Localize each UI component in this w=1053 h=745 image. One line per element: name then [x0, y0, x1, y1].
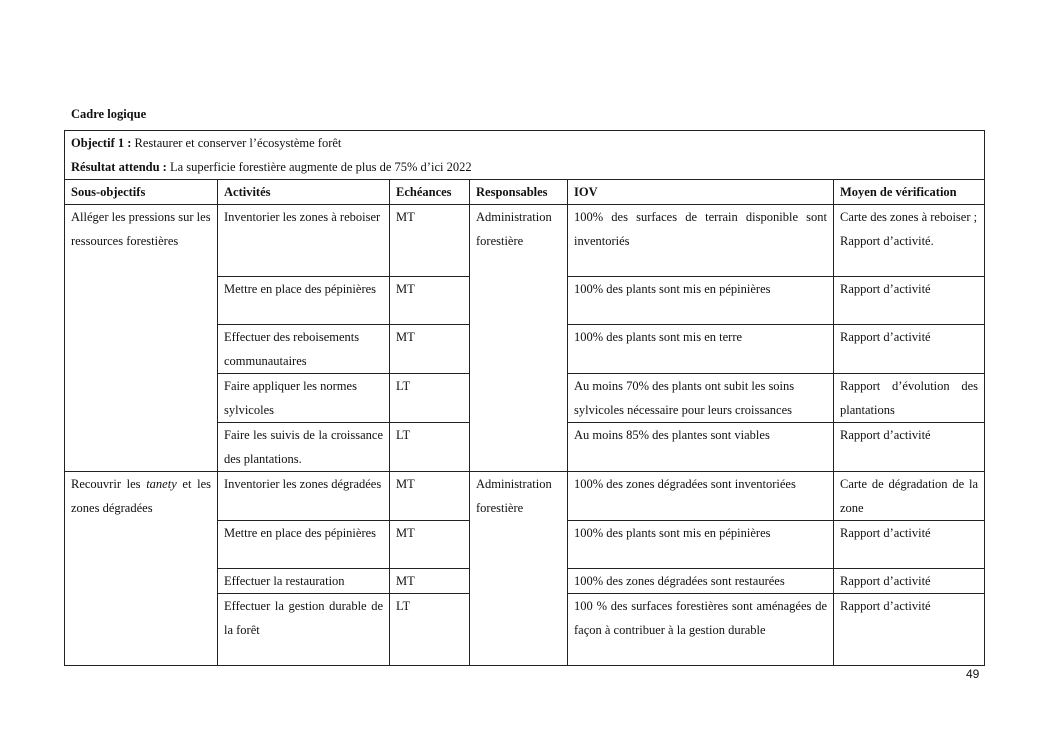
verification-cell: Rapport d’activité — [834, 423, 985, 472]
sub-objective-cell: Alléger les pressions sur les ressources forestières — [65, 205, 218, 472]
verification-line: Rapport d’activité. — [840, 234, 934, 248]
activity-cell: Inventorier les zones dégradées — [218, 472, 390, 521]
sub-objective-text: Recouvrir les — [71, 477, 147, 491]
deadline-cell: LT — [390, 374, 470, 423]
logical-framework-table — [64, 130, 985, 666]
header-verification: Moyen de vérification — [834, 180, 985, 205]
verification-cell: Rapport d’activité — [834, 325, 985, 374]
deadline-cell: LT — [390, 423, 470, 472]
result-label: Résultat attendu : — [71, 160, 167, 174]
verification-cell — [834, 205, 985, 277]
objective-text: Restaurer et conserver l’écosystème forêt — [134, 136, 342, 150]
iov-cell: 100% des zones dégradées sont inventoriées — [568, 472, 834, 521]
deadline-cell: MT — [390, 521, 470, 569]
objective-label: Objectif 1 : — [71, 136, 132, 150]
sub-objective-italic: tanety — [146, 477, 177, 491]
activity-cell: Effectuer des reboisements communautaires — [218, 325, 390, 374]
responsible-cell: Administration forestière — [470, 472, 568, 666]
header-responsibles: Responsables — [470, 180, 568, 205]
activity-cell: Mettre en place des pépinières — [218, 277, 390, 325]
activity-cell: Faire les suivis de la croissance des plantations. — [218, 423, 390, 472]
header-sub-objectives: Sous-objectifs — [65, 180, 218, 205]
table-row — [65, 205, 985, 277]
activity-cell: Effectuer la restauration — [218, 569, 390, 594]
verification-cell: Rapport d’activité — [834, 277, 985, 325]
deadline-cell: MT — [390, 569, 470, 594]
verification-cell: Rapport d’activité — [834, 569, 985, 594]
verification-cell: Rapport d’évolution des plantations — [834, 374, 985, 423]
iov-cell: 100% des zones dégradées sont restaurées — [568, 569, 834, 594]
objective-row — [65, 131, 985, 180]
sub-objective-cell — [65, 472, 218, 666]
sub-objective-text: et les zones dégradées — [71, 477, 211, 515]
objective-cell — [65, 131, 985, 180]
table-row — [65, 472, 985, 521]
verification-cell: Rapport d’activité — [834, 521, 985, 569]
iov-cell: 100% des surfaces de terrain disponible sont inventoriés — [568, 205, 834, 277]
deadline-cell: MT — [390, 472, 470, 521]
iov-cell: Au moins 70% des plants ont subit les soins sylvicoles nécessaire pour leurs croissances — [568, 374, 834, 423]
header-iov: IOV — [568, 180, 834, 205]
iov-cell: Au moins 85% des plantes sont viables — [568, 423, 834, 472]
deadline-cell: MT — [390, 325, 470, 374]
iov-cell: 100% des plants sont mis en terre — [568, 325, 834, 374]
iov-cell: 100% des plants sont mis en pépinières — [568, 277, 834, 325]
deadline-cell: MT — [390, 277, 470, 325]
verification-line: Carte des zones à reboiser ; — [840, 210, 978, 224]
section-title: Cadre logique — [71, 107, 147, 121]
deadline-cell: LT — [390, 594, 470, 666]
header-activities: Activités — [218, 180, 390, 205]
iov-cell: 100% des plants sont mis en pépinières — [568, 521, 834, 569]
verification-cell: Carte de dégradation de la zone — [834, 472, 985, 521]
header-deadlines: Echéances — [390, 180, 470, 205]
verification-cell: Rapport d’activité — [834, 594, 985, 666]
activity-cell: Effectuer la gestion durable de la forêt — [218, 594, 390, 666]
activity-cell: Inventorier les zones à reboiser — [218, 205, 390, 277]
iov-cell: 100 % des surfaces forestières sont aménagées de façon à contribuer à la gestion durable — [568, 594, 834, 666]
page-number: 49 — [966, 667, 980, 681]
deadline-cell: MT — [390, 205, 470, 277]
activity-cell: Mettre en place des pépinières — [218, 521, 390, 569]
header-row — [65, 180, 985, 205]
responsible-cell: Administration forestière — [470, 205, 568, 472]
activity-cell: Faire appliquer les normes sylvicoles — [218, 374, 390, 423]
result-text: La superficie forestière augmente de plus de 75% d’ici 2022 — [169, 160, 472, 174]
